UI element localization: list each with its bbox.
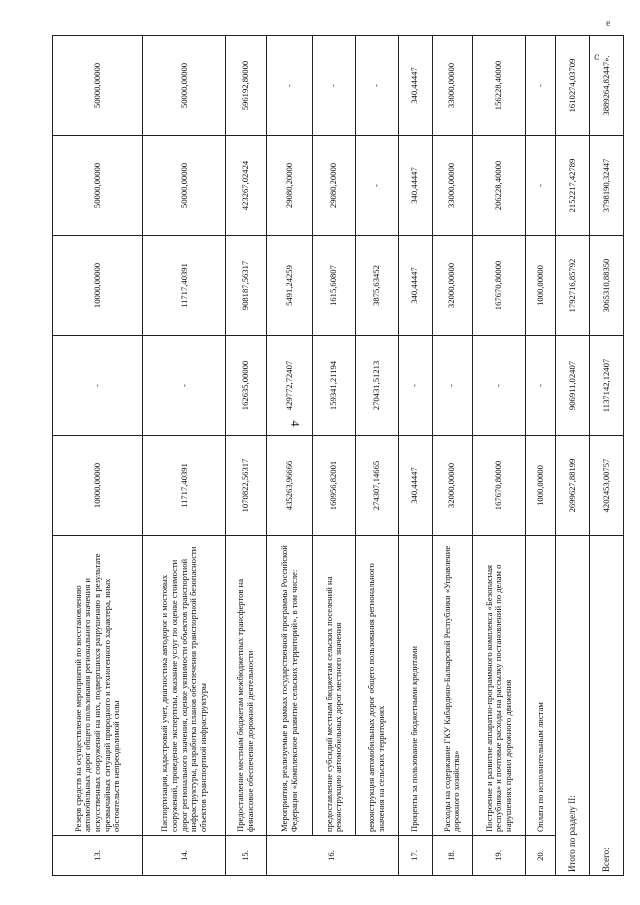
value-cell: 50000,00000: [53, 136, 143, 236]
value-cell: 4202453,00757: [589, 436, 623, 536]
value-cell: 29080,20000: [266, 136, 313, 236]
value-cell: 159341,21194: [313, 336, 356, 436]
value-cell: -: [526, 36, 556, 136]
value-cell: 10000,00000: [53, 436, 143, 536]
rotated-table-container: [52, 36, 624, 876]
value-cell: 167670,80000: [472, 436, 525, 536]
row-description: Паспортизация, кадастровый учет, диагностика автодорог и мостовых сооружений, проведение экспертизы, оказание услуг по оценке стоимости дорог регионального значения, оценке уязвимости объектов транспортной инфраструктуры, разработка планов обеспечения транспортной безопасности объектов транспортной инфраструктуры: [143, 536, 226, 836]
value-cell: 1610274,03709: [555, 36, 589, 136]
budget-table: [52, 35, 624, 876]
value-cell: 33000,00000: [432, 36, 472, 136]
value-cell: 1070822,56317: [226, 436, 266, 536]
value-cell: 3889264,82447».: [589, 36, 623, 136]
value-cell: -: [143, 336, 226, 436]
value-cell: 906911,02407: [555, 336, 589, 436]
subtotal-row: [555, 36, 589, 876]
value-cell: 274307,14665: [356, 436, 399, 536]
table-row: [226, 36, 266, 876]
value-cell: 1792716,85792: [555, 236, 589, 336]
value-cell: 2699627,88199: [555, 436, 589, 536]
value-cell: -: [53, 336, 143, 436]
value-cell: -: [432, 336, 472, 436]
row-index: 16.: [266, 836, 398, 876]
value-cell: 160956,82001: [313, 436, 356, 536]
value-cell: 1000,00000: [526, 436, 556, 536]
table-row: [266, 36, 313, 876]
grand-total-label: Всего:: [589, 536, 623, 876]
value-cell: 3875,63452: [356, 236, 399, 336]
value-cell: 33000,00000: [432, 136, 472, 236]
corner-mark: ⅽ: [594, 52, 600, 63]
value-cell: 340,44447: [398, 436, 432, 536]
value-cell: 206228,40000: [472, 136, 525, 236]
value-cell: 3798190,32447: [589, 136, 623, 236]
value-cell: 435263,96666: [266, 436, 313, 536]
value-cell: -: [356, 36, 399, 136]
value-cell: 11717,40391: [143, 236, 226, 336]
table-row: [526, 36, 556, 876]
value-cell: -: [526, 136, 556, 236]
row-index: 18.: [432, 836, 472, 876]
row-description: Оплата по исполнительным листам: [526, 536, 556, 836]
value-cell: 156228,40000: [472, 36, 525, 136]
row-description: Расходы на содержание ГКУ Кабардино-Балкарской Республики «Управление дорожного хозяйства»: [432, 536, 472, 836]
row-description: Мероприятия, реализуемые в рамках государственной программы Российской Федерации «Комплексное развитие сельских территорий», в том числе:: [266, 536, 313, 836]
subtotal-label: Итого по разделу II:: [555, 536, 589, 876]
row-description: Резерв средств на осуществление мероприятий по восстановлению автомобильных дорог общего пользования регионального значения и искусственных сооружений на них, подвергшихся разрушению в результате чрезвычайных ситуаций природного и техногенного характера, иных обстоятельств непреодолимой силы: [53, 536, 143, 836]
row-index: 13.: [53, 836, 143, 876]
value-cell: 3065310,88350: [589, 236, 623, 336]
value-cell: 1137142,12407: [589, 336, 623, 436]
row-description: предоставление субсидий местным бюджетам сельских поселений на реконструкцию автомобильных дорог местного значения: [313, 536, 356, 836]
row-description: Предоставление местным бюджетам межбюджетных трансфертов на финансовое обеспечение дорожной деятельности: [226, 536, 266, 836]
row-index: 15.: [226, 836, 266, 876]
value-cell: 50000,00000: [53, 36, 143, 136]
value-cell: 340,44447: [398, 36, 432, 136]
value-cell: 32000,00000: [432, 436, 472, 536]
value-cell: 50000,00000: [143, 36, 226, 136]
value-cell: 10000,00000: [53, 236, 143, 336]
value-cell: 50000,00000: [143, 136, 226, 236]
value-cell: 167670,80000: [472, 236, 525, 336]
value-cell: 11717,40391: [143, 436, 226, 536]
value-cell: -: [526, 336, 556, 436]
table-row: [313, 36, 356, 876]
table-row: [472, 36, 525, 876]
value-cell: 340,44447: [398, 236, 432, 336]
value-cell: 32000,00000: [432, 236, 472, 336]
value-cell: 340,44447: [398, 136, 432, 236]
row-description: реконструкция автомобильных дорог общего пользования регионального значения на сельских территориях: [356, 536, 399, 836]
table-row: [143, 36, 226, 876]
value-cell: 1615,60807: [313, 236, 356, 336]
table-row: [432, 36, 472, 876]
value-cell: 270431,51213: [356, 336, 399, 436]
row-index: 20.: [526, 836, 556, 876]
value-cell: 1000,00000: [526, 236, 556, 336]
value-cell: 596192,80000: [226, 36, 266, 136]
table-row: [53, 36, 143, 876]
table-row: [356, 36, 399, 876]
value-cell: -: [472, 336, 525, 436]
value-cell: 5491,24259: [266, 236, 313, 336]
value-cell: -: [313, 36, 356, 136]
table-row: [398, 36, 432, 876]
grand-total-row: [589, 36, 623, 876]
value-cell: 162635,00000: [226, 336, 266, 436]
value-cell: 2152217,42789: [555, 136, 589, 236]
corner-mark: e: [606, 18, 611, 29]
row-description: Проценты за пользование бюджетными кредитами: [398, 536, 432, 836]
value-cell: -: [356, 136, 399, 236]
row-description: Построение и развитие аппаратно-программного комплекса «Безопасная республика» и почтовые расходы на рассылку постановлений по делам о нарушениях правил дорожного движения: [472, 536, 525, 836]
value-cell: 429772,72407: [266, 336, 313, 436]
value-cell: 423267,02424: [226, 136, 266, 236]
value-cell: -: [398, 336, 432, 436]
page-number: 4: [288, 420, 303, 427]
value-cell: 29080,20000: [313, 136, 356, 236]
value-cell: -: [266, 36, 313, 136]
row-index: 17.: [398, 836, 432, 876]
value-cell: 908187,56317: [226, 236, 266, 336]
row-index: 14.: [143, 836, 226, 876]
row-index: 19.: [472, 836, 525, 876]
